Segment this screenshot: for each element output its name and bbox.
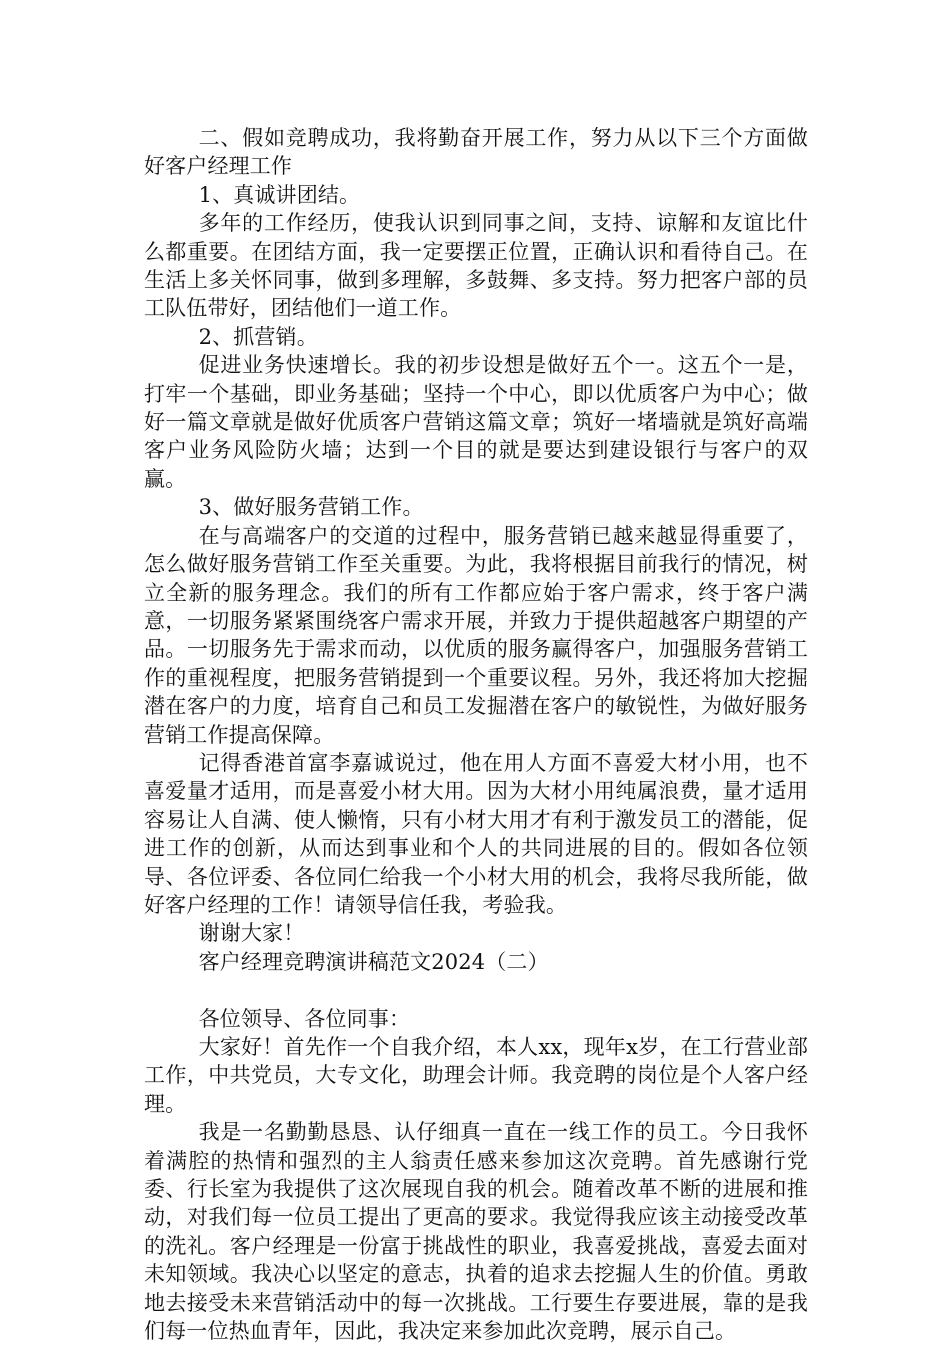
paragraph-heading-marketing: 2、抓营销。 — [198, 324, 318, 349]
paragraph-li-ka-shing: 记得香港首富李嘉诚说过，他在用人方面不喜爱大材小用，也不喜爱量才适用，而是喜爱小材大用。因为大材小用纯属浪费，量才适用容易让人自满、使人懒惰，只有小材大用才有利于激发员工的潜能，促进工作的创新，从而达到事业和个人的共同进展的目的。假如各位领导、各位评委、各位同仁给我一个小材大用的机会，我将尽我所能，做好客户经理的工作！请领导信任我，考验我。 — [144, 750, 808, 917]
paragraph-heading-unity: 1、真诚讲团结。 — [198, 182, 361, 207]
paragraph-motivation: 我是一名勤勤恳恳、认仔细真一直在一线工作的员工。今日我怀着满腔的热情和强烈的主人翁责任感来参加这次竞聘。首先感谢行党委、行长室为我提供了这次展现自我的机会。随着改革不断的进展和推动，对我们每一位员工提出了更高的要求。我觉得我应该主动接受改革的洗礼。客户经理是一份富于挑战性的职业，我喜爱挑战，喜爱去面对未知领域。我决心以坚定的意志，执着的追求去挖掘人生的价值。勇敢地去接受未来营销活动中的每一次挑战。工行要生存要进展，靠的是我们每一位热血青年，因此，我决定来参加此次竞聘，展示自己。 — [144, 1120, 808, 1344]
paragraph-self-intro: 大家好！首先作一个自我介绍，本人xx，现年x岁，在工行营业部工作，中共党员，大专文化，助理会计师。我竞聘的岗位是个人客户经理。 — [144, 1034, 808, 1116]
document-body — [144, 124, 808, 1345]
paragraph-second-title: 客户经理竞聘演讲稿范文2024（二） — [198, 949, 549, 974]
paragraph-thanks: 谢谢大家！ — [198, 921, 305, 946]
paragraph-section-two-intro: 二、假如竞聘成功，我将勤奋开展工作，努力从以下三个方面做好客户经理工作 — [144, 126, 808, 179]
paragraph-service-body: 在与高端客户的交道的过程中，服务营销已越来越显得重要了，怎么做好服务营销工作至关重要。为此，我将根据目前我行的情况，树立全新的服务理念。我们的所有工作都应始于客户需求，终于客户满意，一切服务紧紧围绕客户需求开展，并致力于提供超越客户期望的产品。一切服务先于需求而动，以优质的服务赢得客户，加强服务营销工作的重视程度，把服务营销提到一个重要议程。另外，我还将加大挖掘潜在客户的力度，培育自己和员工发掘潜在客户的敏锐性，为做好服务营销工作提高保障。 — [144, 523, 808, 747]
paragraph-heading-service: 3、做好服务营销工作。 — [198, 495, 424, 520]
paragraph-salutation: 各位领导、各位同事： — [198, 1006, 411, 1031]
paragraph-marketing-body: 促进业务快速增长。我的初步设想是做好五个一。这五个一是，打牢一个基础，即业务基础；坚持一个中心，即以优质客户为中心；做好一篇文章就是做好优质客户营销这篇文章；筑好一堵墙就是筑好高端客户业务风险防火墙；达到一个目的就是要达到建设银行与客户的双赢。 — [144, 353, 808, 491]
paragraph-unity-body: 多年的工作经历，使我认识到同事之间，支持、谅解和友谊比什么都重要。在团结方面，我一定要摆正位置，正确认识和看待自己。在生活上多关怀同事，做到多理解，多鼓舞、多支持。努力把客户部的员工队伍带好，团结他们一道工作。 — [144, 211, 808, 321]
blank-line — [144, 976, 808, 1004]
